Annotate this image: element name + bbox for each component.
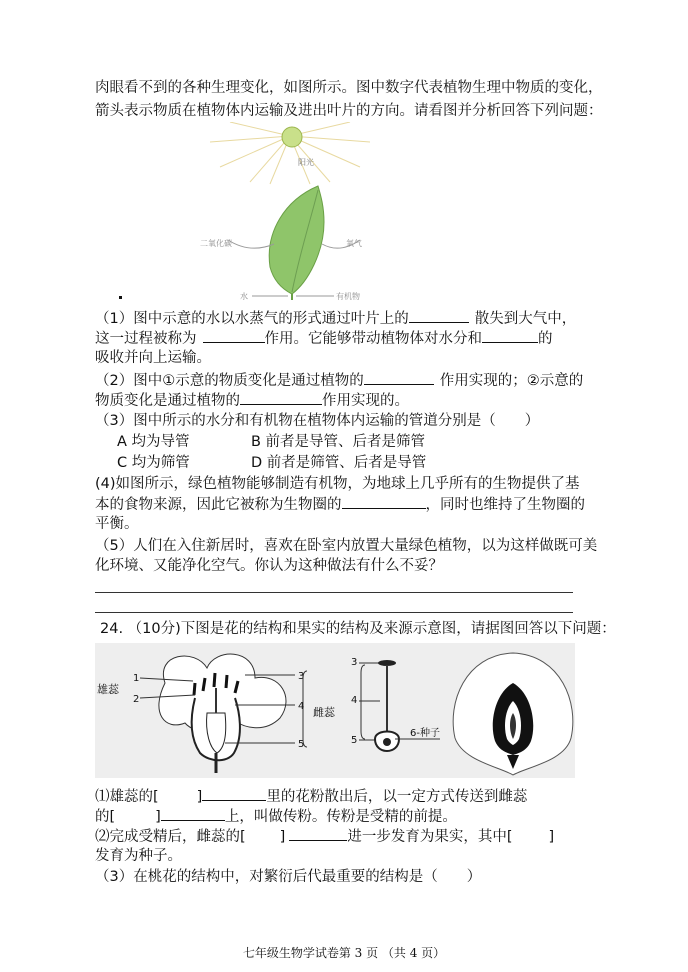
q1-line-2: 这一过程被称为 作用。它能够带动植物体对水分和 的 — [95, 328, 553, 349]
answer-line-2 — [95, 612, 573, 613]
q3-option-d: D 前者是筛管、后者是导管 — [251, 455, 427, 471]
label-3: 3 — [298, 671, 305, 682]
pistil-label-3: 3 — [351, 657, 358, 668]
q3-option-a: A 均为导管 — [117, 434, 190, 450]
co2-label: 二氧化碳 — [200, 239, 232, 248]
q4-line-2: 本的食物来源，因此它被称为生物圈的 ，同时也维持了生物圈的 — [95, 494, 585, 515]
sun-icon — [282, 127, 302, 147]
p2-line-2: 发育为种子。 — [95, 848, 182, 864]
bullet-dot — [119, 296, 122, 299]
p1-line-2: 的[ ] 上，叫做传粉。传粉是受精的前提。 — [95, 806, 457, 827]
p1-line-1: ⑴雄蕊的[ ] 里的花粉散出后，以一定方式传送到雌蕊 — [95, 786, 527, 807]
pistil-label: 雌蕊 — [313, 706, 335, 719]
flower-fruit-diagram — [95, 643, 575, 778]
intro-line-2: 箭头表示物质在植物体内运输及进出叶片的方向。请看图并分析回答下列问题： — [95, 103, 603, 119]
q3-option-c: C 均为筛管 — [117, 455, 190, 471]
q5-line-2: 化环境、又能净化空气。你认为这种做法有什么不妥？ — [95, 558, 443, 574]
water-label: 水 — [240, 292, 248, 301]
seed-label: 6-种子 — [410, 728, 440, 739]
label-1: 1 — [133, 673, 140, 684]
p3-line-1: （3）在桃花的结构中，对繁衍后代最重要的结构是（ ） — [95, 869, 482, 885]
organic-label: 有机物 — [336, 292, 360, 301]
answer-line-1 — [95, 592, 573, 593]
label-2: 2 — [133, 694, 140, 705]
q3-option-b: B 前者是导管、后者是筛管 — [251, 434, 426, 450]
p2-line-1: ⑵完成受精后，雌蕊的[ ] 进一步发育为果实，其中[ ] — [95, 826, 554, 847]
q1-line-3: 吸收并向上运输。 — [95, 350, 211, 366]
label-4: 4 — [298, 701, 305, 712]
stamen-label: 雄蕊 — [97, 683, 119, 696]
q4-line-1: (4)如图所示，绿色植物能够制造有机物，为地球上几乎所有的生物提供了基 — [95, 476, 580, 492]
q2-line-1: （2）图中①示意的物质变化是通过植物的 作用实现的；②示意的 — [95, 370, 583, 391]
sun-label: 阳光 — [298, 158, 314, 167]
label-5: 5 — [298, 739, 305, 750]
o2-label: 氧气 — [346, 239, 362, 248]
leaf-icon — [269, 186, 324, 294]
q1-line-1: （1）图中示意的水以水蒸气的形式通过叶片上的 散失到大气中， — [95, 308, 576, 329]
q5-line-1: （5）人们在入住新居时，喜欢在卧室内放置大量绿色植物，以为这样做既可美 — [95, 538, 598, 554]
q4-line-3: 平衡。 — [95, 516, 139, 532]
pistil-label-4: 4 — [351, 695, 358, 706]
q2-line-2: 物质变化是通过植物的 作用实现的。 — [95, 390, 409, 411]
leaf-photosynthesis-diagram — [200, 122, 380, 304]
page-footer: 七年级生物学试卷第 3 页 （共 4 页） — [242, 946, 446, 960]
peach-fruit-section — [453, 653, 573, 775]
q3-stem: （3）图中所示的水分和有机物在植物体内运输的管道分别是（ ） — [95, 413, 540, 429]
pistil-label-5: 5 — [351, 735, 358, 746]
q24-header: 24. （10分)下图是花的结构和果实的结构及来源示意图，请据图回答以下问题： — [100, 621, 616, 637]
intro-line-1: 肉眼看不到的各种生理变化，如图所示。图中数字代表植物生理中物质的变化， — [95, 80, 603, 96]
